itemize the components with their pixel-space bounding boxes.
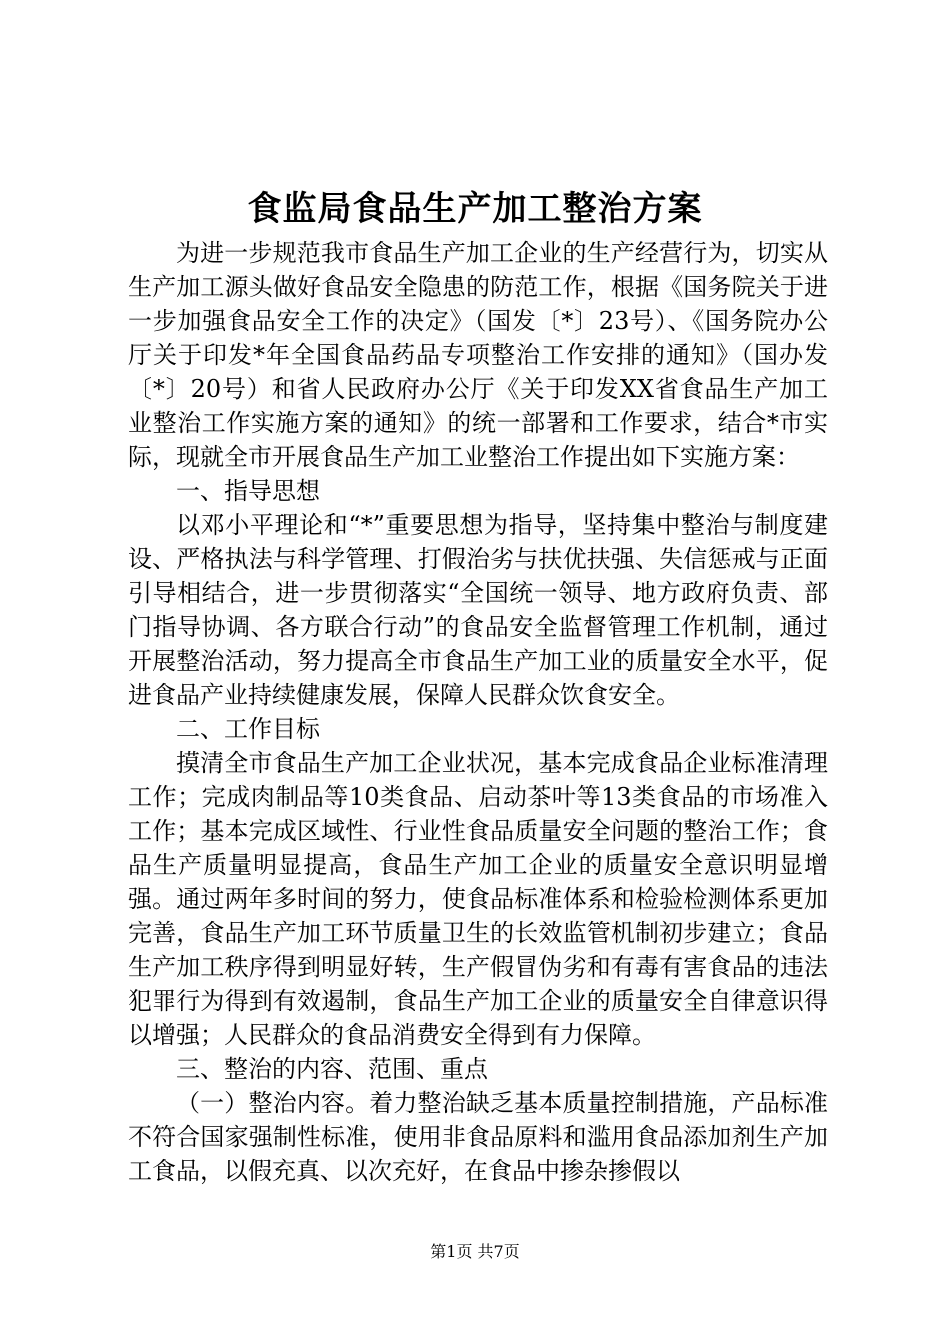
guiding-ideology-paragraph: 以邓小平理论和“*”重要思想为指导，坚持集中整治与制度建设、严格执法与科学管理、打假治劣与扶优扶强、失信惩戒与正面引导相结合，进一步贯彻落实“全国统一领导、地方政府负责、部门指导协调、各方联合行动”的食品安全监督管理工作机制，通过开展整治活动，努力提高全市食品生产加工业的质量安全水平，促进食品产业持续健康发展，保障人民群众饮食安全。 (128, 511, 828, 709)
document-body (128, 236, 828, 1188)
intro-paragraph: 为进一步规范我市食品生产加工企业的生产经营行为，切实从生产加工源头做好食品安全隐患的防范工作，根据《国务院关于进一步加强食品安全工作的决定》（国发〔*〕23号）、《国务院办公厅关于印发*年全国食品药品专项整治工作安排的通知》（国办发〔*〕20号）和省人民政府办公厅《关于印发XX省食品生产加工业整治工作实施方案的通知》的统一部署和工作要求，结合*市实际，现就全市开展食品生产加工业整治工作提出如下实施方案： (128, 239, 828, 471)
document-title: 食监局食品生产加工整治方案 (247, 189, 703, 229)
section-heading-work-goals: 二、工作目标 (176, 715, 320, 743)
work-goals-paragraph: 摸清全市食品生产加工企业状况，基本完成食品企业标准清理工作；完成肉制品等10类食品、启动茶叶等13类食品的市场准入工作；基本完成区域性、行业性食品质量安全问题的整治工作；食品生产质量明显提高，食品生产加工企业的质量安全意识明显增强。通过两年多时间的努力，使食品标准体系和检验检测体系更加完善，食品生产加工环节质量卫生的长效监管机制初步建立；食品生产加工秩序得到明显好转，生产假冒伪劣和有毒有害食品的违法犯罪行为得到有效遏制，食品生产加工企业的质量安全自律意识得以增强；人民群众的食品消费安全得到有力保障。 (128, 749, 828, 1049)
section-heading-guiding-ideology: 一、指导思想 (176, 477, 320, 505)
section-heading-scope: 三、整治的内容、范围、重点 (176, 1055, 488, 1083)
page-footer: 第1页 共7页 (430, 1242, 520, 1261)
scope-paragraph: （一）整治内容。着力整治缺乏基本质量控制措施，产品标准不符合国家强制性标准，使用非食品原料和滥用食品添加剂生产加工食品，以假充真、以次充好，在食品中掺杂掺假以 (128, 1089, 828, 1185)
